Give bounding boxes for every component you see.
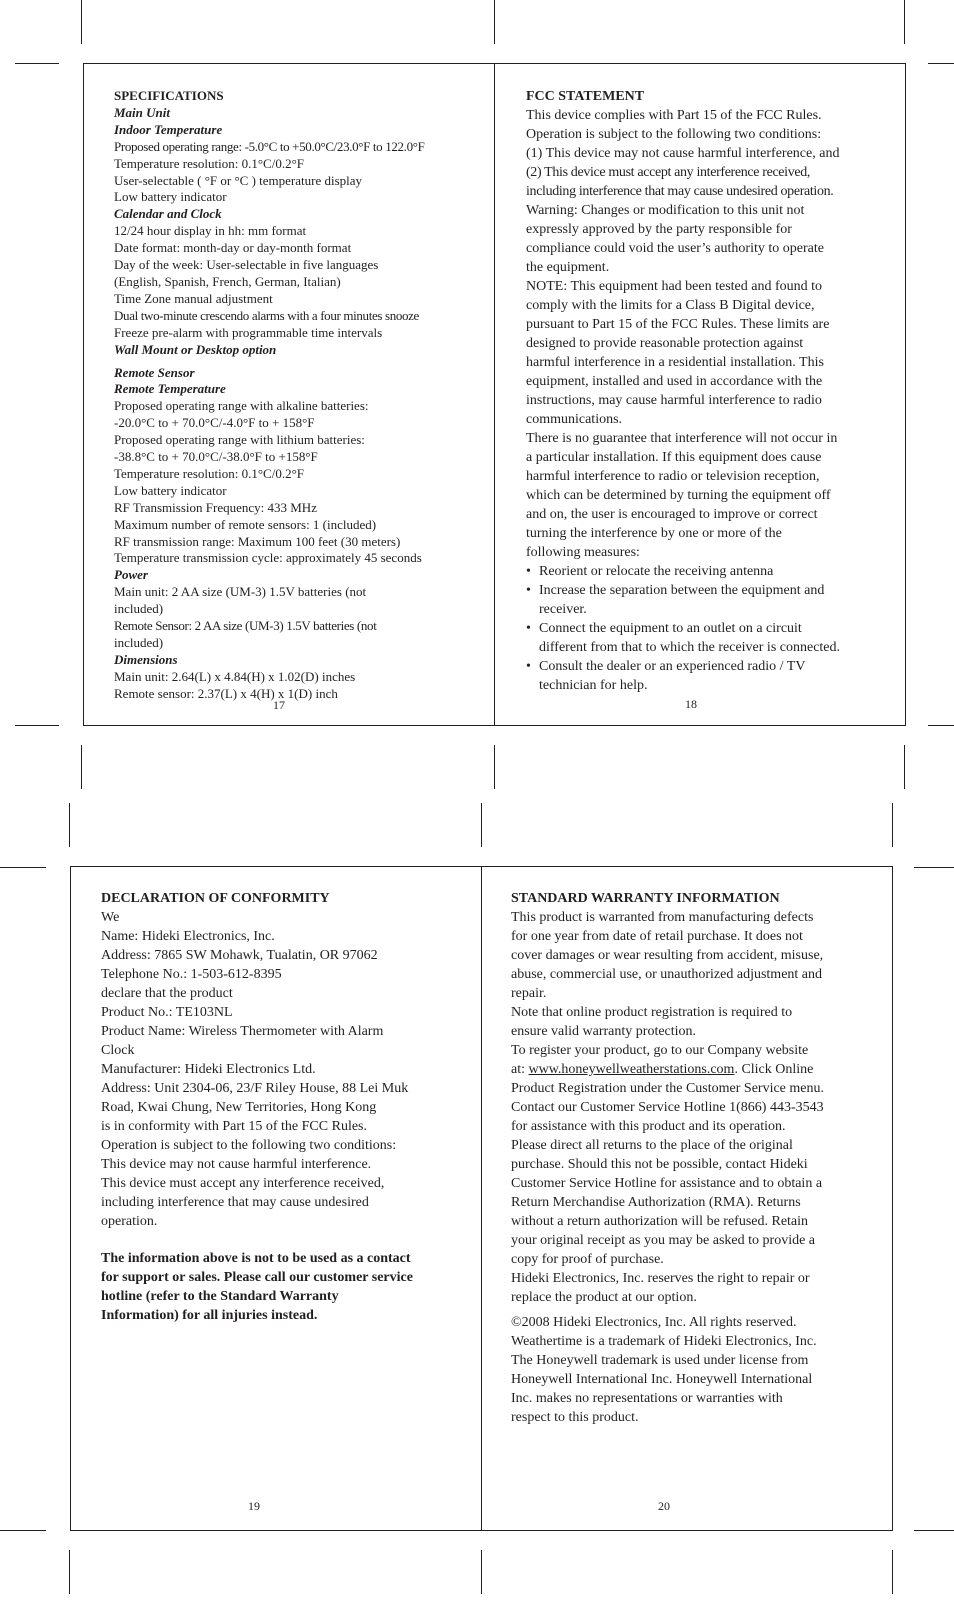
text-line: turning the interference by one or more of the <box>526 526 782 541</box>
text-line: operation. <box>101 1214 158 1229</box>
spec-line: Maximum number of remote sensors: 1 (included) <box>114 516 377 532</box>
crop-mark <box>15 63 59 64</box>
page-number: 19 <box>248 1499 260 1513</box>
text-line: for assistance with this product and its operation. <box>511 1119 786 1134</box>
section-title: STANDARD WARRANTY INFORMATION <box>511 891 780 906</box>
spec-line: (English, Spanish, French, German, Italian) <box>114 273 341 289</box>
crop-mark <box>892 1550 893 1594</box>
text-line: Address: Unit 2304-06, 23/F Riley House, 88 Lei Muk <box>101 1081 409 1096</box>
spec-line: Freeze pre-alarm with programmable time intervals <box>114 324 383 340</box>
text-line: Product No.: TE103NL <box>101 1005 233 1020</box>
subheading: Power <box>114 567 148 583</box>
crop-mark <box>0 867 46 868</box>
text-line: harmful interference in a residential installation. This <box>526 355 824 370</box>
spec-line: Main unit: 2.64(L) x 4.84(H) x 1.02(D) inches <box>114 668 356 684</box>
crop-mark <box>928 725 954 726</box>
spread-top <box>83 63 906 726</box>
text-line: Address: 7865 SW Mohawk, Tualatin, OR 97062 <box>101 948 378 963</box>
crop-mark <box>494 745 495 789</box>
text-line: declare that the product <box>101 986 233 1001</box>
crop-mark <box>81 0 82 44</box>
copyright-line: Weathertime is a trademark of Hideki Electronics, Inc. <box>511 1334 817 1349</box>
crop-mark <box>892 803 893 847</box>
text-line: Warning: Changes or modification to this unit not <box>526 203 805 218</box>
warranty-page <box>511 889 876 1427</box>
crop-mark <box>15 725 59 726</box>
text-line: This device may not cause harmful interference. <box>101 1157 372 1172</box>
bullet-text: • Consult the dealer or an experienced radio / TV <box>539 659 806 674</box>
copyright-line: ©2008 Hideki Electronics, Inc. All rights reserved. <box>511 1315 797 1330</box>
spec-line: -38.8°C to + 70.0°C/-38.0°F to +158°F <box>114 449 318 465</box>
text-line: NOTE: This equipment had been tested and found to <box>526 279 823 294</box>
subheading: Dimensions <box>114 651 178 667</box>
bullet-item <box>526 562 886 581</box>
declaration-page <box>101 889 466 1325</box>
bullet-item <box>526 581 886 619</box>
crop-mark <box>69 803 70 847</box>
spec-line: Remote Sensor: 2 AA size (UM-3) 1.5V batteries (not <box>114 618 377 634</box>
subheading: Indoor Temperature <box>114 121 223 137</box>
text-line: This device complies with Part 15 of the FCC Rules. <box>526 108 822 123</box>
subheading: Main Unit <box>114 104 170 120</box>
crop-mark <box>914 867 954 868</box>
text-line: equipment, installed and used in accordance with the <box>526 374 823 389</box>
copyright-line: respect to this product. <box>511 1410 639 1425</box>
subheading: Remote Sensor <box>114 364 195 380</box>
link-suffix: . Click Online <box>734 1062 814 1077</box>
text-line: Please direct all returns to the place of the original <box>511 1138 793 1153</box>
text-line: Note that online product registration is required to <box>511 1005 793 1020</box>
text-line: Product Name: Wireless Thermometer with Alarm <box>101 1024 384 1039</box>
page-number: 17 <box>273 698 285 712</box>
text-line: cover damages or wear resulting from accident, misuse, <box>511 948 824 963</box>
specifications-page <box>114 88 474 703</box>
support-notice: hotline (refer to the Standard Warranty <box>101 1289 339 1304</box>
page-number: 18 <box>685 697 697 711</box>
bullet-text: different from that to which the receiver is connected. <box>539 640 841 655</box>
bullet-text: • Reorient or relocate the receiving antenna <box>539 564 774 579</box>
text-line: Operation is subject to the following two conditions: <box>526 127 822 142</box>
page-number: 20 <box>658 1499 670 1513</box>
crop-mark <box>904 745 905 789</box>
text-line: the equipment. <box>526 260 610 275</box>
text-line: a particular installation. If this equipment does cause <box>526 450 822 465</box>
support-notice: The information above is not to be used as a contact <box>101 1251 411 1266</box>
spec-line: Date format: month-day or day-month format <box>114 240 352 256</box>
section-title: SPECIFICATIONS <box>114 88 224 103</box>
text-line: We <box>101 910 120 925</box>
text-line: is in conformity with Part 15 of the FCC Rules. <box>101 1119 367 1134</box>
text-line: Operation is subject to the following two conditions: <box>101 1138 397 1153</box>
bullet-item <box>526 619 886 657</box>
bullet-text: • Increase the separation between the equipment and <box>539 583 825 598</box>
text-line: Manufacturer: Hideki Electronics Ltd. <box>101 1062 316 1077</box>
link-prefix: at: <box>511 1062 529 1077</box>
copyright-line: The Honeywell trademark is used under license from <box>511 1353 809 1368</box>
section-title: DECLARATION OF CONFORMITY <box>101 891 330 906</box>
text-line: which can be determined by turning the equipment off <box>526 488 831 503</box>
section-title: FCC STATEMENT <box>526 89 645 104</box>
text-line: There is no guarantee that interference will not occur in <box>526 431 838 446</box>
spec-line: RF transmission range: Maximum 100 feet (30 meters) <box>114 533 401 549</box>
crop-mark <box>0 1530 46 1531</box>
spec-line: Remote sensor: 2.37(L) x 4(H) x 1(D) inch <box>114 685 338 701</box>
text-line: including interference that may cause undesired operation. <box>526 184 834 199</box>
support-notice: for support or sales. Please call our customer service <box>101 1270 413 1285</box>
text-line: Telephone No.: 1-503-612-8395 <box>101 967 282 982</box>
text-line: compliance could void the user’s authority to operate <box>526 241 824 256</box>
text-line: designed to provide reasonable protection against <box>526 336 804 351</box>
spec-line: Proposed operating range with lithium batteries: <box>114 432 365 448</box>
text-line: Clock <box>101 1043 135 1058</box>
crop-mark <box>481 803 482 847</box>
text-line: pursuant to Part 15 of the FCC Rules. These limits are <box>526 317 830 332</box>
spec-line: Dual two-minute crescendo alarms with a four minutes snooze <box>114 307 419 323</box>
website-line <box>511 1060 876 1079</box>
text-line: Contact our Customer Service Hotline 1(866) 443-3543 <box>511 1100 824 1115</box>
text-line: Return Merchandise Authorization (RMA). Returns <box>511 1195 801 1210</box>
text-line: Hideki Electronics, Inc. reserves the right to repair or <box>511 1271 810 1286</box>
crop-mark <box>81 745 82 789</box>
bullet-text: • Connect the equipment to an outlet on a circuit <box>539 621 802 636</box>
spec-line: Day of the week: User-selectable in five languages <box>114 257 379 273</box>
text-line: abuse, commercial use, or unauthorized adjustment and <box>511 967 823 982</box>
fcc-statement-page <box>526 87 886 695</box>
text-line: communications. <box>526 412 623 427</box>
text-line: Product Registration under the Customer Service menu. <box>511 1081 824 1096</box>
subheading: Wall Mount or Desktop option <box>114 341 277 357</box>
text-line: (1) This device may not cause harmful interference, and <box>526 146 840 161</box>
page-divider <box>481 867 482 1530</box>
website-link[interactable]: www.honeywellweatherstations.com <box>528 1062 735 1077</box>
text-line: including interference that may cause undesired <box>101 1195 369 1210</box>
text-line: without a return authorization will be refused. Retain <box>511 1214 809 1229</box>
spread-bottom <box>70 866 893 1531</box>
copyright-line: Honeywell International Inc. Honeywell International <box>511 1372 813 1387</box>
spec-line: 12/24 hour display in hh: mm format <box>114 223 307 239</box>
text-line: This device must accept any interference received, <box>101 1176 385 1191</box>
crop-mark <box>904 0 905 44</box>
crop-mark <box>494 0 495 44</box>
bullet-text: technician for help. <box>539 678 648 693</box>
spec-line: Time Zone manual adjustment <box>114 290 273 306</box>
spec-line: Low battery indicator <box>114 189 227 205</box>
text-line: Customer Service Hotline for assistance and to obtain a <box>511 1176 823 1191</box>
spec-line: User-selectable ( °F or °C ) temperature display <box>114 172 363 188</box>
spec-line: Main unit: 2 AA size (UM-3) 1.5V batteries (not <box>114 584 367 600</box>
spec-line: Temperature transmission cycle: approximately 45 seconds <box>114 550 422 566</box>
text-line: To register your product, go to our Company website <box>511 1043 809 1058</box>
text-line: ensure valid warranty protection. <box>511 1024 697 1039</box>
text-line: harmful interference to radio or television reception, <box>526 469 820 484</box>
text-line: Name: Hideki Electronics, Inc. <box>101 929 275 944</box>
text-line: Road, Kwai Chung, New Territories, Hong Kong <box>101 1100 377 1115</box>
text-line: replace the product at our option. <box>511 1290 697 1305</box>
text-line: repair. <box>511 986 547 1001</box>
spec-line: included) <box>114 601 164 617</box>
text-line: This product is warranted from manufacturing defects <box>511 910 814 925</box>
text-line: and on, the user is encouraged to improve or correct <box>526 507 818 522</box>
copyright-line: Inc. makes no representations or warranties with <box>511 1391 783 1406</box>
subheading: Remote Temperature <box>114 381 226 397</box>
crop-mark <box>481 1550 482 1594</box>
spec-line: RF Transmission Frequency: 433 MHz <box>114 499 317 515</box>
crop-mark <box>928 63 954 64</box>
text-line: your original receipt as you may be asked to provide a <box>511 1233 816 1248</box>
text-line: copy for proof of purchase. <box>511 1252 664 1267</box>
support-notice: Information) for all injuries instead. <box>101 1308 318 1323</box>
crop-mark <box>914 1530 954 1531</box>
text-line: for one year from date of retail purchase. It does not <box>511 929 803 944</box>
spec-line: Temperature resolution: 0.1°C/0.2°F <box>114 465 305 481</box>
spec-line: Proposed operating range with alkaline batteries: <box>114 398 369 414</box>
spec-line: included) <box>114 635 164 650</box>
bullet-text: receiver. <box>539 602 587 617</box>
text-line: expressly approved by the party responsible for <box>526 222 792 237</box>
text-line: (2) This device must accept any interference received, <box>526 165 811 180</box>
text-line: purchase. Should this not be possible, contact Hideki <box>511 1157 808 1172</box>
spec-line: Low battery indicator <box>114 482 227 498</box>
text-line: instructions, may cause harmful interference to radio <box>526 393 822 408</box>
text-line: following measures: <box>526 545 640 560</box>
spec-line: Temperature resolution: 0.1°C/0.2°F <box>114 155 305 171</box>
page-divider <box>494 64 495 725</box>
spec-line: -20.0°C to + 70.0°C/-4.0°F to + 158°F <box>114 415 315 431</box>
spec-line: Proposed operating range: -5.0°C to +50.0°C/23.0°F to 122.0°F <box>114 138 425 154</box>
text-line: comply with the limits for a Class B Digital device, <box>526 298 815 313</box>
crop-mark <box>69 1550 70 1594</box>
subheading: Calendar and Clock <box>114 206 222 222</box>
bullet-item <box>526 657 886 695</box>
